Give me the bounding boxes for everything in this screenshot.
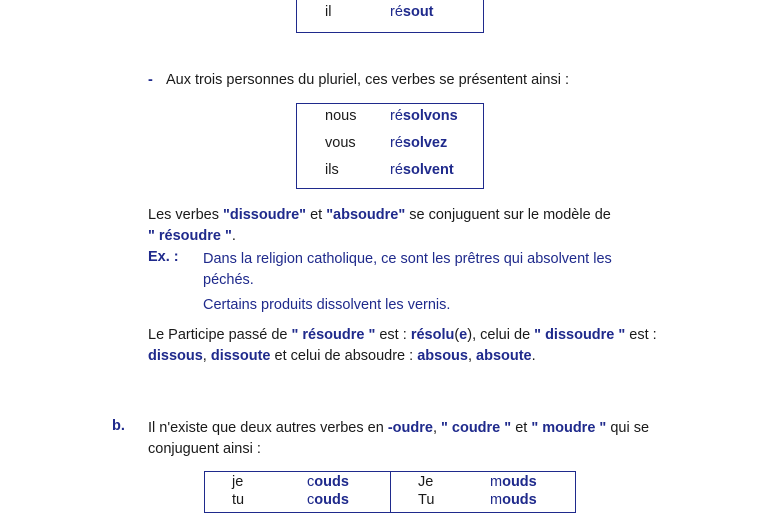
table-row — [297, 4, 483, 31]
pronoun: Je — [418, 474, 434, 490]
verb-dissoudre: "dissoudre" — [222, 207, 307, 223]
table-row — [297, 135, 483, 162]
verb-absoudre: "absoudre" — [326, 207, 406, 223]
pronoun: tu — [232, 492, 245, 508]
bullet-marker: - — [148, 72, 153, 88]
verb-form: couds — [307, 492, 349, 508]
pronoun: Tu — [418, 492, 435, 508]
model-paragraph: Les verbes "dissoudre" et "absoudre" se conjuguent sur le modèle de " résoudre ". — [148, 207, 611, 244]
pronoun: je — [232, 474, 244, 490]
pronoun: vous — [325, 135, 356, 151]
verb-form: résolvons — [390, 108, 458, 124]
section-marker: b. — [112, 418, 125, 434]
example-line-2: Certains produits dissolvent les vernis. — [203, 297, 451, 313]
verb-moudre: " moudre " — [531, 420, 607, 436]
conjugation-table-singular — [296, 0, 484, 33]
pronoun: nous — [325, 108, 357, 124]
example-label: Ex. : — [148, 249, 179, 265]
table-row — [297, 162, 483, 189]
verb-form: mouds — [490, 492, 537, 508]
table-row — [297, 108, 483, 135]
table-row — [205, 492, 575, 519]
verb-form: couds — [307, 474, 349, 490]
verb-form: résout — [390, 4, 434, 20]
plural-intro-text: Aux trois personnes du pluriel, ces verbes se présentent ainsi : — [166, 72, 569, 88]
verb-coudre: " coudre " — [441, 420, 512, 436]
section-b-paragraph: Il n'existe que deux autres verbes en -oudre, " coudre " et " moudre " qui se conjuguent ainsi : — [148, 420, 650, 457]
conjugation-table-coudre-moudre — [204, 471, 576, 513]
pronoun: ils — [325, 162, 339, 178]
example-sentences: Dans la religion catholique, ce sont les prêtres qui absolvent les péchés. Certains produits dissolvent les vernis. — [203, 249, 705, 316]
participle-paragraph: Le Participe passé de " résoudre " est : résolu(e), celui de " dissoudre " est : dissous, dissoute et celui de absoudre : absous, absoute. — [148, 327, 657, 364]
verb-form: résolvez — [390, 135, 448, 151]
example-line-1: Dans la religion catholique, ce sont les prêtres qui absolvent les — [203, 251, 612, 267]
pronoun: il — [325, 4, 332, 20]
verb-resoudre: " résoudre " — [148, 228, 232, 244]
verb-form: résolvent — [390, 162, 454, 178]
conjugation-table-plural — [296, 103, 484, 189]
verb-form: mouds — [490, 474, 537, 490]
